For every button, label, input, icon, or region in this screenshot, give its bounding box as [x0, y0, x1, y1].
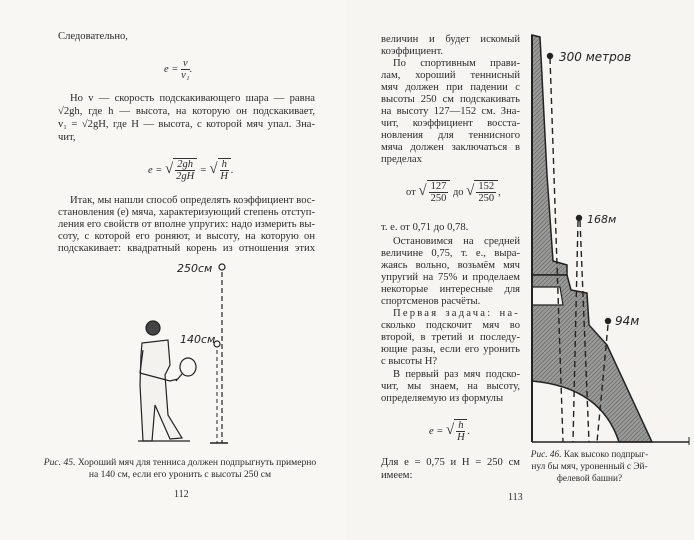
formula-e-sqrt: e = √ $\frac{2gh}{2gH}$ = √ $\frac{h}{H}$ .	[148, 159, 234, 182]
formula-denominator: 250	[430, 193, 447, 204]
text-line: √2gh, где h — высота, на которую он подскакивает,	[58, 106, 315, 117]
text-line: сколько подскочит мяч во	[381, 320, 520, 331]
formula-punct: .	[467, 425, 471, 437]
text-line: коэффициент.	[381, 46, 444, 57]
figure-tennis-player	[0, 255, 347, 455]
label-168m: 168м	[587, 213, 617, 226]
formula-lhs: e =	[164, 63, 179, 75]
text-line: новления для теннисного	[381, 130, 520, 141]
formula-range: от √ $\frac{127}{250}$ до √ $\frac{152}{250}$ ,	[406, 181, 501, 204]
label-94m: 94м	[615, 314, 640, 328]
label-300m: 300 метров	[559, 50, 632, 64]
figure-eiffel-tower	[527, 25, 694, 450]
formula-punct: ,	[498, 186, 501, 198]
text-line: определяемую из формулы	[381, 393, 504, 404]
intro-text: Следовательно,	[58, 31, 128, 42]
text-line: жаясь вольно, возьмём мяч	[381, 260, 520, 271]
caption-prefix: Рис. 46.	[530, 450, 562, 460]
text-line: Первая задача: на-	[393, 308, 520, 319]
ball-94m-icon	[605, 318, 611, 324]
formula-denominator: H	[220, 171, 228, 182]
figure-46-caption	[527, 449, 652, 485]
text-line: чит, коэффициент восста-	[381, 118, 520, 129]
text-line: подскакивает: квадратный корень из отношения этих	[58, 243, 315, 254]
text-line: чит,	[58, 132, 76, 143]
formula-numerator: v	[183, 58, 188, 69]
formula-numerator: h	[221, 159, 227, 170]
page-number: 113	[508, 492, 523, 503]
text-line: высоты 250 см подскакивать	[381, 94, 520, 105]
formula-denominator: v₁	[181, 70, 190, 81]
caption-prefix: Рис. 45.	[43, 457, 76, 468]
formula-numerator: 152	[478, 181, 495, 192]
drop-height-pole	[210, 264, 228, 443]
formula-denominator: H	[457, 432, 465, 443]
text-line: некоторые интересные для	[381, 284, 520, 295]
text-line: Итак, мы нашли способ определять коэффициент вос-	[70, 195, 315, 206]
formula-equals: =	[199, 164, 207, 176]
text-line: на высоту 127—152 см. Зна-	[381, 106, 520, 117]
ball-300m-icon	[547, 53, 553, 59]
text-line: второй, в третий и последу-	[381, 332, 520, 343]
text-line: лам, хороший теннисный	[381, 70, 520, 81]
caption-line: нул бы мяч, уроненный с Эй-	[531, 462, 648, 472]
label-140cm: 140см	[180, 333, 216, 346]
formula-word: до	[452, 186, 464, 198]
text-line: ления его свойств от вполне упругих: надо измерить вы-	[58, 219, 315, 230]
text-line: Но v — скорость подскакивающего шара — равна	[70, 93, 315, 104]
text-line: мяч должен при падении с	[381, 82, 520, 93]
formula-numerator: 127	[430, 181, 447, 192]
formula-word: от	[406, 186, 416, 198]
caption-line: на 140 см, если его уронить с высоты 250 см	[88, 469, 272, 480]
text-line: v₁ = √2gH, где H — высота, с которой мяч упал. Зна-	[58, 119, 315, 130]
formula-lhs: e =	[429, 425, 444, 437]
text-line: имеем:	[381, 470, 413, 481]
formula-e-v-ratio	[164, 58, 192, 81]
text-line: т. е. от 0,71 до 0,78.	[381, 222, 469, 233]
text-line: мяча должен заключаться в	[381, 142, 520, 153]
caption-line: Как высоко подпрыг-	[563, 450, 649, 460]
figure-45-caption	[40, 457, 320, 481]
formula-denominator: 250	[478, 193, 495, 204]
text-line: соту, с которой его роняют, и высоту, на которую он	[58, 231, 315, 242]
text-line: Остановимся на средней	[393, 236, 520, 247]
caption-line: фелевой башни?	[556, 474, 623, 484]
right-page-113	[347, 0, 694, 540]
ball-168m-icon	[576, 215, 582, 221]
text-line: чит, мы знаем, на высоту,	[381, 381, 520, 392]
text-line: пределах	[381, 154, 422, 165]
text-line: В первый раз мяч подско-	[393, 369, 520, 380]
text-line: величин и будет искомый	[381, 34, 520, 45]
text-line: величине 0,75, т. е., выра-	[381, 248, 520, 259]
text-line: ющие разы, если его уронить	[381, 344, 520, 355]
page-number: 112	[174, 489, 189, 500]
text-line: становления (e) мяча, характеризующий степень отступ-	[58, 207, 315, 218]
formula-punct: .	[230, 164, 234, 176]
text-line: с высоты H?	[381, 356, 438, 367]
label-250cm: 250см	[177, 262, 213, 275]
text-line: упругий на 75% и проделаем	[381, 272, 520, 283]
formula-punct: .	[189, 63, 193, 75]
caption-line: Хороший мяч для тенниса должен подпрыгнуть примерно	[77, 457, 317, 468]
formula-e-h-H: e = √ $\frac{h}{H}$ .	[429, 420, 471, 443]
text-line: Для e = 0,75 и H = 250 см	[381, 457, 520, 468]
formula-numerator: 2gh	[177, 159, 193, 170]
formula-denominator: 2gH	[176, 171, 195, 182]
formula-numerator: h	[458, 420, 464, 431]
text-line: спортсменов расчёты.	[381, 296, 481, 307]
formula-lhs: e =	[148, 164, 163, 176]
text-line: По спортивным прави-	[393, 58, 520, 69]
